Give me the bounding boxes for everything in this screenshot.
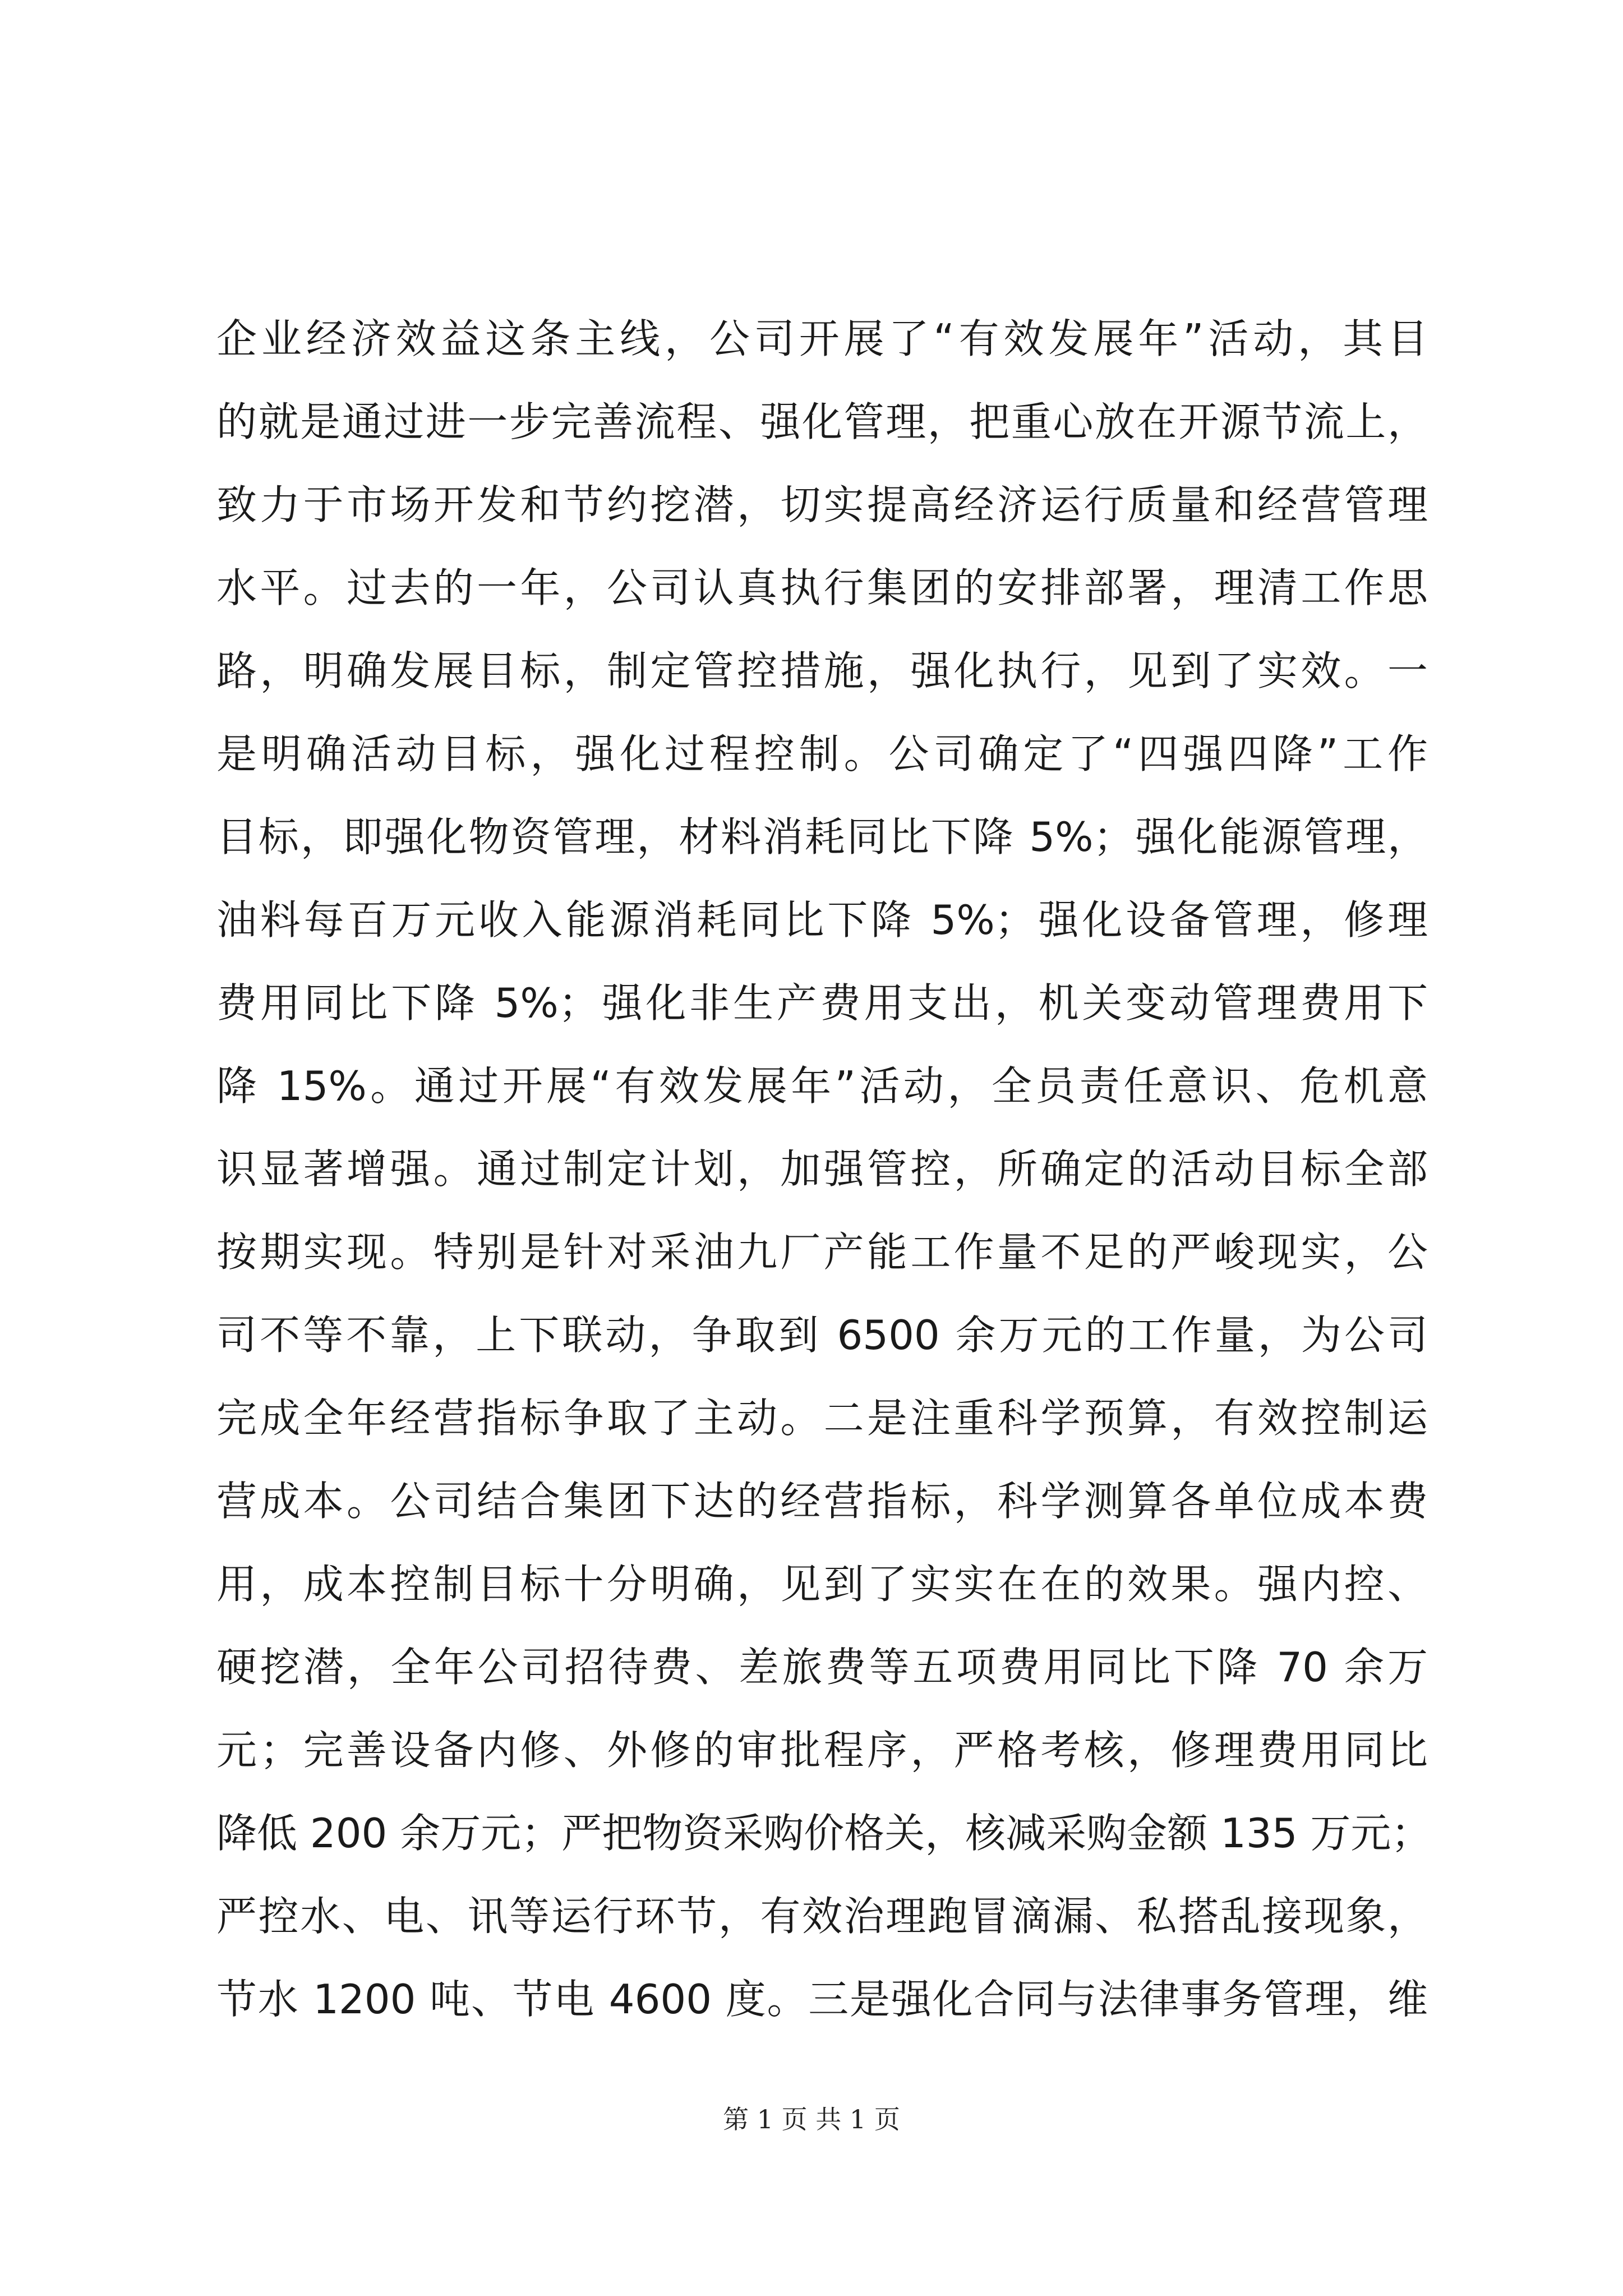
text-line-21: 节水 1200 吨、节电 4600 度。三是强化合同与法律事务管理，维 — [216, 1976, 1428, 2023]
text-line-19: 降低 200 余万元；严把物资采购价格关，核减采购金额 135 万元； — [216, 1810, 1432, 1857]
text-line-2: 的就是通过进一步完善流程、强化管理，把重心放在开源节流上， — [216, 398, 1428, 445]
text-line-17: 硬挖潜，全年公司招待费、差旅费等五项费用同比下降 70 余万 — [216, 1644, 1428, 1691]
text-line-20: 严控水、电、讯等运行环节，有效治理跑冒滴漏、私搭乱接现象， — [216, 1893, 1428, 1940]
body-paragraph — [216, 297, 1432, 2041]
text-line-14: 完成全年经营指标争取了主动。二是注重科学预算，有效控制运 — [216, 1395, 1428, 1442]
text-line-4: 水平。过去的一年，公司认真执行集团的安排部署，理清工作思 — [216, 564, 1428, 611]
page-number-label: 第 1 页 共 1 页 — [723, 2104, 900, 2134]
text-line-3: 致力于市场开发和节约挖潜，切实提高经济运行质量和经营管理 — [216, 481, 1428, 528]
text-line-8: 油料每百万元收入能源消耗同比下降 5%；强化设备管理，修理 — [216, 896, 1428, 944]
text-line-5: 路，明确发展目标，制定管控措施，强化执行，见到了实效。一 — [216, 647, 1428, 694]
text-line-11: 识显著增强。通过制定计划，加强管控，所确定的活动目标全部 — [216, 1145, 1428, 1193]
text-line-18: 元；完善设备内修、外修的审批程序，严格考核，修理费用同比 — [216, 1727, 1428, 1774]
text-line-16: 用，成本控制目标十分明确，见到了实实在在的效果。强内控、 — [216, 1561, 1428, 1608]
text-line-12: 按期实现。特别是针对采油九厂产能工作量不足的严峻现实，公 — [216, 1228, 1428, 1276]
text-line-1: 企业经济效益这条主线，公司开展了“有效发展年”活动，其目 — [216, 315, 1428, 362]
text-line-15: 营成本。公司结合集团下达的经营指标，科学测算各单位成本费 — [216, 1478, 1428, 1525]
text-line-13: 司不等不靠，上下联动，争取到 6500 余万元的工作量，为公司 — [216, 1312, 1428, 1359]
text-line-7: 目标，即强化物资管理，材料消耗同比下降 5%；强化能源管理， — [216, 813, 1428, 861]
page-footer — [0, 2102, 1623, 2136]
text-line-10: 降 15%。通过开展“有效发展年”活动，全员责任意识、危机意 — [216, 1062, 1428, 1110]
text-line-6: 是明确活动目标，强化过程控制。公司确定了“四强四降”工作 — [216, 730, 1428, 777]
text-line-9: 费用同比下降 5%；强化非生产费用支出，机关变动管理费用下 — [216, 979, 1428, 1027]
